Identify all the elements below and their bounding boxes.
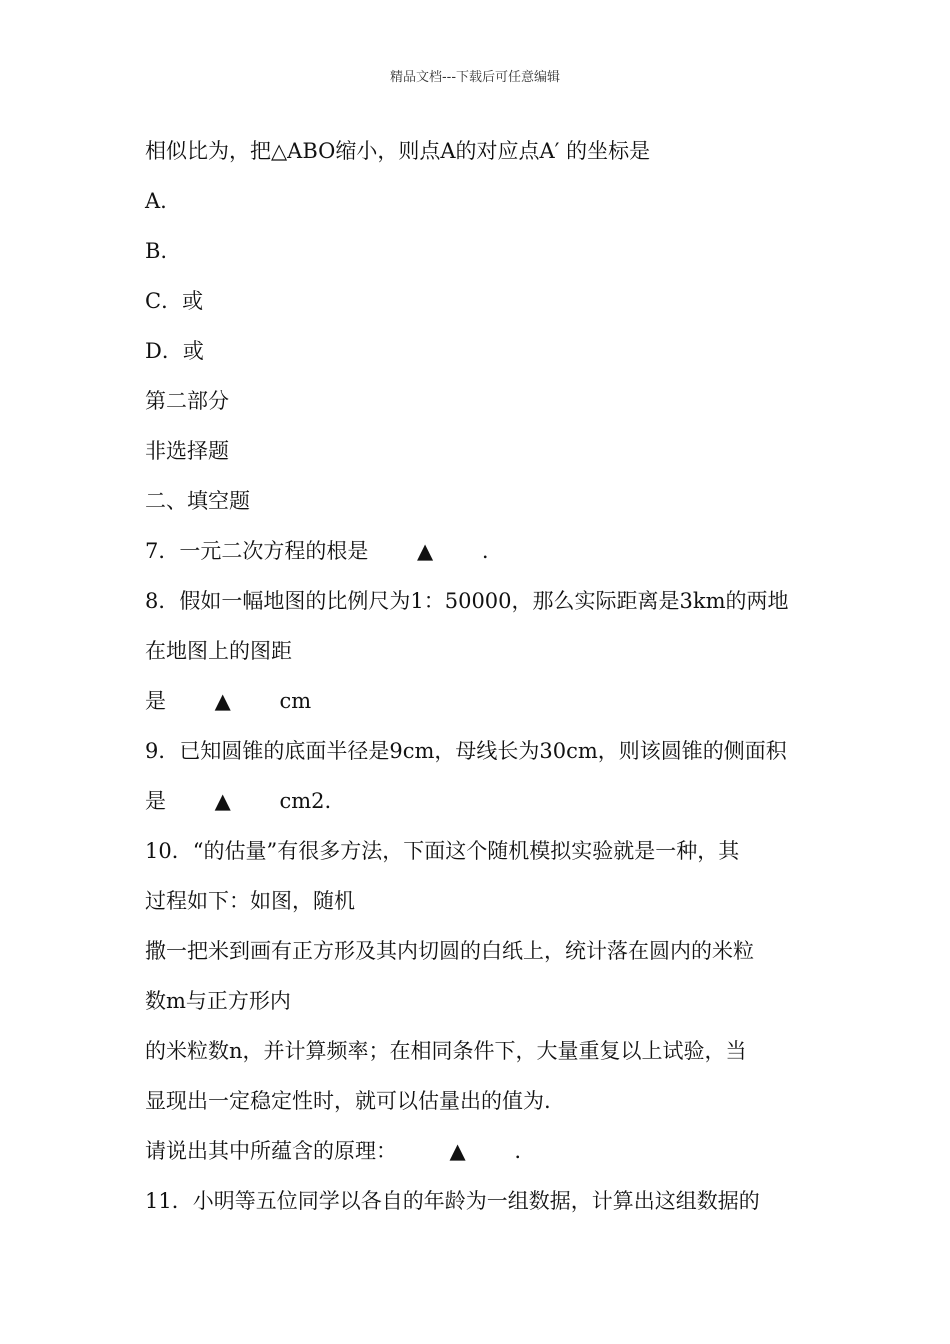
option-d: D．或	[145, 339, 204, 363]
question-9-answer: 是 ▲ cm2.	[145, 789, 332, 813]
question-group-title: 二、填空题	[145, 489, 250, 513]
page-header: 精品文档---下载后可任意编辑	[389, 70, 561, 85]
option-b: B.	[145, 239, 168, 263]
question-8-cont: 在地图上的图距	[145, 639, 292, 663]
option-a: A.	[145, 189, 167, 213]
question-7: 7．一元二次方程的根是 ▲ .	[145, 539, 489, 563]
question-8: 8．假如一幅地图的比例尺为1：50000，那么实际距离是3km的两地	[145, 589, 789, 613]
question-8-answer: 是 ▲ cm	[145, 689, 312, 713]
question-10-cont: 过程如下：如图，随机	[145, 889, 355, 913]
question-10: 10．“的估量”有很多方法，下面这个随机模拟实验就是一种，其	[145, 839, 740, 863]
document-body	[145, 134, 825, 1234]
section-title: 第二部分	[145, 389, 229, 413]
question-10-answer: 请说出其中所蕴含的原理： ▲ .	[145, 1139, 521, 1163]
question-10-cont: 撒一把米到画有正方形及其内切圆的白纸上，统计落在圆内的米粒	[145, 939, 754, 963]
question-10-cont: 数m与正方形内	[145, 989, 291, 1013]
option-c: C．或	[145, 289, 204, 313]
question-10-cont: 的米粒数n，并计算频率；在相同条件下，大量重复以上试验，当	[145, 1039, 747, 1063]
question-10-cont: 显现出一定稳定性时，就可以估量出的值为.	[145, 1089, 551, 1113]
text-line: 相似比为，把△ABO缩小，则点A的对应点A′ 的坐标是	[145, 139, 651, 163]
question-11: 11．小明等五位同学以各自的年龄为一组数据，计算出这组数据的	[145, 1189, 760, 1213]
section-subtitle: 非选择题	[145, 439, 229, 463]
question-9: 9．已知圆锥的底面半径是9cm，母线长为30cm，则该圆锥的侧面积	[145, 739, 787, 763]
